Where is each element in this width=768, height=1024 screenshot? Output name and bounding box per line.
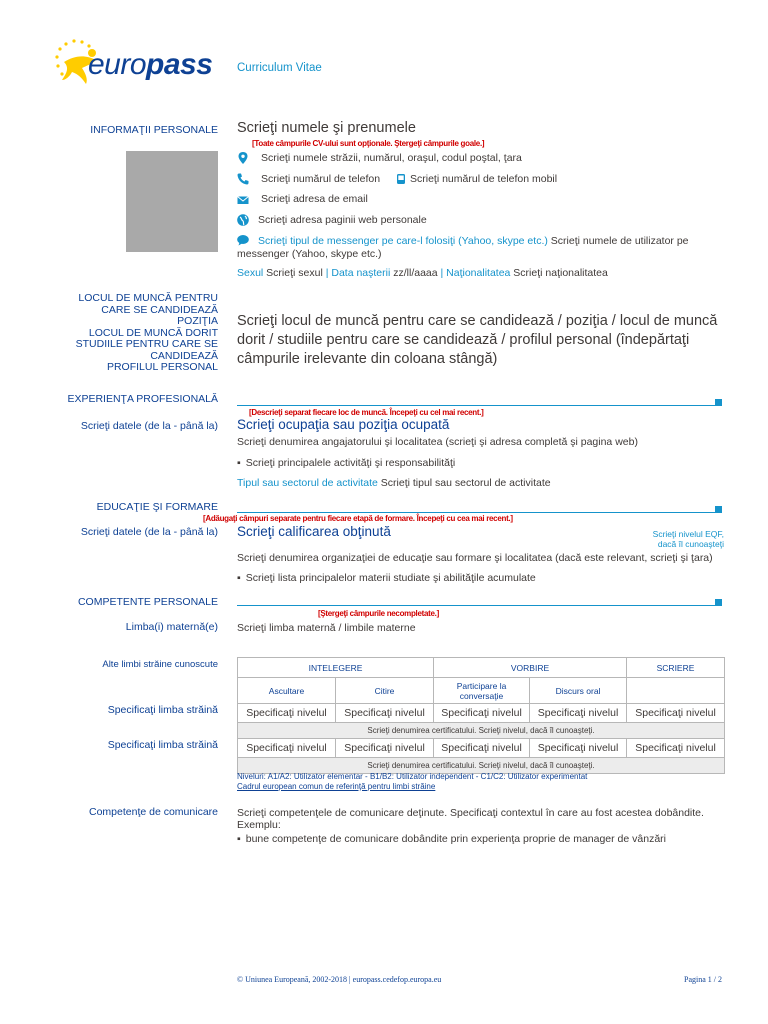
phone-icon [236,172,250,186]
email-text: Scrieţi adresa de email [261,193,368,205]
full-name: Scrieţi numele şi prenumele [237,120,416,136]
section-divider [237,405,715,406]
experience-note: [Descrieţi separat fiecare loc de muncă. Începeţi cu cel mai recent.] [249,408,484,417]
job-label-line: POZIŢIA [177,315,218,327]
job-label-line: LOCUL DE MUNCĂ DORIT [88,326,218,339]
personal-skills-label: COMPETENTE PERSONALE [77,596,218,608]
section-marker [715,506,722,513]
photo-placeholder [126,151,218,252]
certificate-cell: Scrieţi denumirea certificatului. Scrieţi nivelul, dacă îl cunoaşteţi. [238,723,725,739]
messenger-type: Scrieţi tipul de messenger pe care-l folosiţi (Yahoo, skype etc.) [258,235,548,247]
spoken-production-subheader: Discurs oral [530,678,627,704]
eqf-level [610,529,724,549]
skills-note: [Ştergeţi câmpurile necompletate.] [318,609,439,618]
experience-activities: ▪ Scrieţi principalele activităţi şi responsabilităţi [237,457,455,470]
sector-label: Tipul sau sectorul de activitate [237,477,378,489]
phone-text: Scrieţi numărul de telefon [261,173,381,185]
logo-text [88,48,212,82]
web-text: Scrieţi adresa paginii web personale [258,214,427,226]
languages-table [237,657,725,774]
sex-label: Sexul [237,267,264,279]
reading-subheader: Citire [336,678,434,704]
experience-position: Scrieţi ocupaţia sau poziţia ocupată [237,417,450,432]
mother-tongue-value: Scrieţi limba maternă / limbile materne [237,622,416,634]
footer-copyright: © Uniunea Europeană, 2002-2018 | europass.cedefop.europa.eu [237,975,442,984]
levels-legend: Niveluri: A1/A2: Utilizator elementar - B1/B2: Utilizator independent - C1/C2: Utilizator experimentat [237,772,588,781]
globe-icon [236,213,250,227]
nationality-value: Scrieţi naţionalitatea [510,267,608,279]
understanding-header: INTELEGERE [238,658,434,678]
level-cell: Specificaţi nivelul [434,739,530,758]
job-label-line: LOCUL DE MUNCĂ PENTRU [78,292,218,304]
address-text: Scrieţi numele străzii, numărul, oraşul, codul poştal, ţara [261,152,522,164]
level-cell: Specificaţi nivelul [627,739,725,758]
education-organisation: Scrieţi denumirea organizaţiei de educaţie sau formare şi localitatea (dacă este relevant, scrieţi şi ţara) [237,552,713,564]
education-label: EDUCAŢIE ŞI FORMARE [96,501,218,513]
separator: | [325,267,329,279]
education-subjects: ▪ Scrieţi lista principalelor materii studiate şi abilităţile acumulate [237,572,536,585]
level-cell: Specificaţi nivelul [238,704,336,723]
level-cell: Specificaţi nivelul [238,739,336,758]
personal-details-line [237,267,608,280]
europass-logo [52,38,222,88]
logo-text-pass: pass [146,48,213,81]
writing-header: SCRIERE [627,658,725,678]
level-cell: Specificaţi nivelul [530,739,627,758]
footer-page-number: Pagina 1 / 2 [684,975,722,984]
spoken-interaction-subheader: Participare la conversaţie [434,678,530,704]
document-title: Curriculum Vitae [237,62,322,74]
other-languages-label: Alte limbi străine cunoscute [102,659,218,670]
section-marker [715,599,722,606]
experience-dates: Scrieţi datele (de la - până la) [80,420,218,432]
job-label-line: CARE SE CANDIDEAZĂ [101,303,218,316]
language-level-row [238,739,725,758]
level-cell: Specificaţi nivelul [434,704,530,723]
logo-text-euro: euro [88,48,147,81]
communication-skills-label: Competenţe de comunicare [89,806,218,818]
foreign-language-label: Specificaţi limba străină [107,704,218,716]
optional-fields-note: [Toate câmpurile CV-ului sunt opţionale. Ştergeţi câmpurile goale.] [252,139,485,148]
job-label-line: PROFILUL PERSONAL [106,361,218,373]
experience-employer: Scrieţi denumirea angajatorului şi localitatea (scrieţi şi adresa completă şi pagina web) [237,436,638,448]
section-divider [237,512,715,513]
birth-date-label: Data naşterii [328,267,391,279]
education-note: [Adăugaţi câmpuri separate pentru fiecare etapă de formare. Începeţi cu cea mai recent.] [203,514,513,523]
level-cell: Specificaţi nivelul [336,704,434,723]
personal-info-label: INFORMAŢII PERSONALE [90,124,218,136]
separator: | [440,267,444,279]
email-envelope-icon [236,193,250,207]
job-label-line: CANDIDEAZĂ [150,349,218,362]
eqf-level-line: Scrieţi nivelul EQF, [652,529,724,539]
communication-skills-example: ▪ bune competenţe de comunicare dobândite prin experienţa proprie de manager de vânzări [237,833,666,846]
nationality-label: Naţionalitatea [443,267,511,279]
level-cell: Specificaţi nivelul [530,704,627,723]
mother-tongue-label: Limba(i) maternă(e) [125,621,218,633]
section-marker [715,399,722,406]
sector-value: Scrieţi tipul sau sectorul de activitate [377,477,551,489]
eqf-level-line: dacă îl cunoaşteţi [657,539,724,549]
language-level-row [238,704,725,723]
speaking-header: VORBIRE [434,658,627,678]
education-qualification: Scrieţi calificarea obţinută [237,524,391,539]
level-cell: Specificaţi nivelul [627,704,725,723]
writing-subheader [627,678,725,704]
messenger-username: Scrieţi numele de utilizator pe messenger (Yahoo, skype etc.) [237,235,689,260]
work-experience-label: EXPERIENŢA PROFESIONALĂ [67,393,218,405]
sex-value: Scrieţi sexul [263,267,326,279]
job-label-line: STUDIILE PENTRU CARE SE [75,338,218,350]
birth-date-value: zz/ll/aaaa [390,267,441,279]
education-dates: Scrieţi datele (de la - până la) [80,526,218,538]
level-cell: Specificaţi nivelul [336,739,434,758]
mobile-text: Scrieţi numărul de telefon mobil [410,173,558,185]
language-certificate-row [238,723,725,739]
location-pin-icon [236,151,250,165]
experience-sector [237,477,551,490]
listening-subheader: Ascultare [238,678,336,704]
section-divider [237,605,715,606]
cefr-link[interactable]: Cadrul european comun de referinţă pentru limbi străine [237,782,436,791]
job-applied-text: Scrieţi locul de muncă pentru care se candidează / poziţia / locul de muncă dorit / studiile pentru care se candidează / profilul personal (îndepărtaţi câmpurile irelevante din coloana stângă) [237,313,718,367]
communication-skills-text: Scrieţi competenţele de comunicare deţinute. Specificaţi contextul în care au fost acestea dobândite. Exemplu: [237,807,704,831]
job-applied-label [0,293,218,374]
messenger-text [237,235,707,261]
certificate-cell: Scrieţi denumirea certificatului. Scrieţi nivelul, dacă îl cunoaşteţi. [238,758,725,774]
mobile-phone-icon [394,172,408,186]
foreign-language-label: Specificaţi limba străină [107,739,218,751]
